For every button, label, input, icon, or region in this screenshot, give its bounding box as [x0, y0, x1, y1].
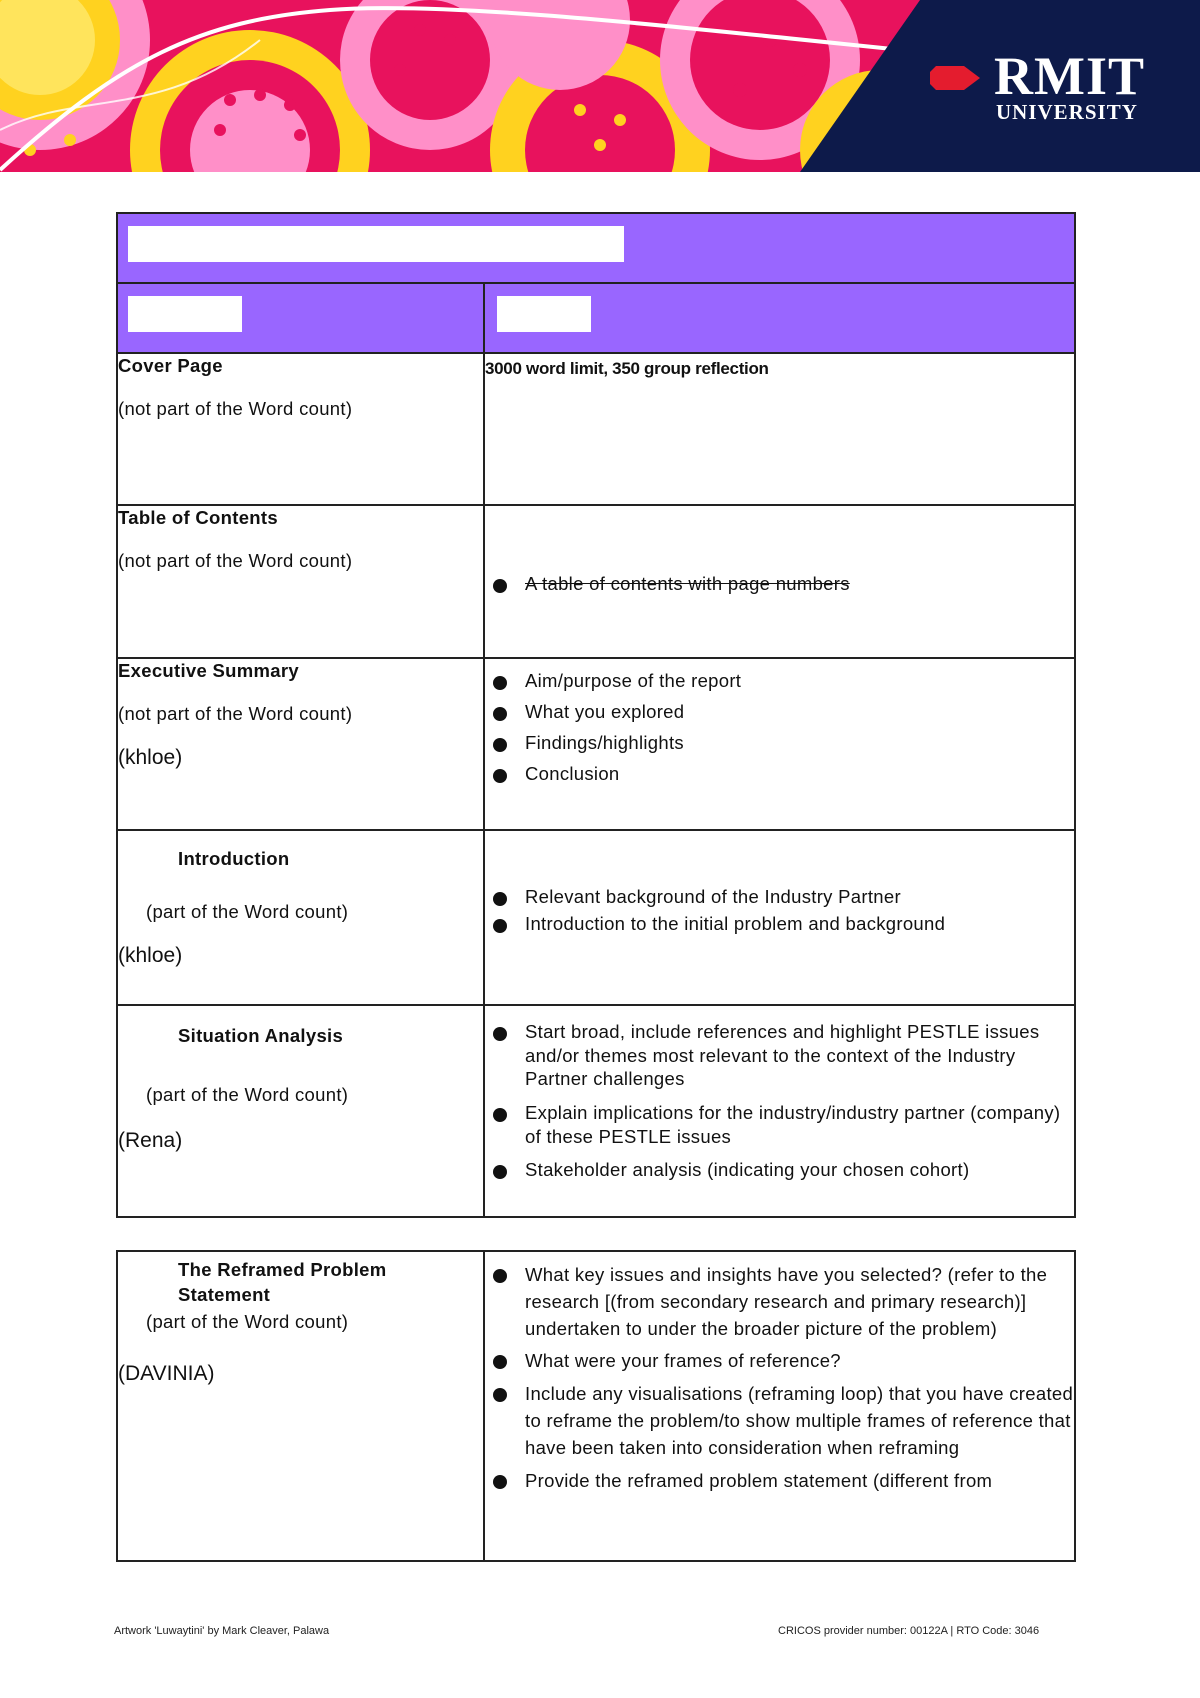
section-label-cell [117, 1005, 484, 1217]
section-title: Table of Contents [118, 507, 278, 528]
section-content-cell [484, 353, 1075, 505]
section-title: Situation Analysis [178, 1025, 344, 1046]
list-item: Conclusion [485, 762, 1074, 786]
table-row [117, 353, 1075, 505]
report-structure-table [116, 212, 1076, 1218]
section-owner: (khloe) [118, 944, 183, 968]
list-item: Aim/purpose of the report [485, 669, 1074, 693]
section-title: Introduction [178, 848, 290, 869]
redacted-header [497, 296, 591, 332]
artwork-credit: Artwork 'Luwaytini' by Mark Cleaver, Palawa [114, 1625, 330, 1637]
table-row [117, 1251, 1075, 1561]
list-item: What were your frames of reference? [485, 1348, 1074, 1375]
word-count-note: (not part of the Word count) [118, 550, 353, 572]
section-content-cell [484, 505, 1075, 658]
list-item: Introduction to the initial problem and background [485, 912, 1074, 936]
section-label-cell [117, 505, 484, 658]
table-row [117, 505, 1075, 658]
section-owner: (Rena) [118, 1129, 183, 1153]
list-item: Provide the reframed problem statement (different from [485, 1468, 1074, 1495]
table-row [117, 1005, 1075, 1217]
section-content-cell [484, 658, 1075, 830]
word-count-note: (not part of the Word count) [118, 398, 353, 420]
section-label-cell [117, 353, 484, 505]
section-title: The Reframed Problem [178, 1259, 387, 1280]
list-item: A table of contents with page numbers [485, 572, 1074, 596]
section-title: Executive Summary [118, 660, 299, 681]
word-count-note: (part of the Word count) [146, 1311, 349, 1333]
section-label-cell [117, 830, 484, 1005]
section-content-cell [484, 1251, 1075, 1561]
rmit-pixel-icon [930, 58, 986, 98]
section-owner: (DAVINIA) [118, 1362, 215, 1386]
list-item: Explain implications for the industry/industry partner (company) of these PESTLE issues [485, 1101, 1074, 1148]
header-banner [0, 0, 1200, 172]
section-title: Cover Page [118, 355, 223, 376]
word-count-note: (not part of the Word count) [118, 703, 353, 725]
table-title-cell [117, 213, 1075, 283]
column-header-section [117, 283, 484, 353]
cricos-info: CRICOS provider number: 00122A | RTO Code: 3046 [778, 1625, 1040, 1637]
list-item: What key issues and insights have you selected? (refer to the research [(from secondary research and primary research)] undertaken to under the broader picture of the problem) [485, 1262, 1074, 1342]
redacted-title [128, 226, 624, 262]
redacted-header [128, 296, 242, 332]
section-label-cell [117, 658, 484, 830]
list-item: Stakeholder analysis (indicating your chosen cohort) [485, 1158, 1074, 1182]
logo-rmit-text: RMIT [994, 46, 1145, 106]
section-content-cell [484, 1005, 1075, 1217]
section-content-cell [484, 830, 1075, 1005]
section-title-line2: Statement [178, 1284, 271, 1306]
list-item: Include any visualisations (reframing loop) that you have created to reframe the problem/to show multiple frames of reference that have been taken into consideration when reframing [485, 1381, 1074, 1461]
table-row [117, 658, 1075, 830]
section-label-cell [117, 1251, 484, 1561]
list-item: What you explored [485, 700, 1074, 724]
column-header-details [484, 283, 1075, 353]
word-count-note: (part of the Word count) [146, 1084, 349, 1106]
report-structure-table-continued [116, 1250, 1076, 1562]
column-header-row [117, 283, 1075, 353]
logo-university-text: UNIVERSITY [996, 100, 1138, 124]
list-item: Findings/highlights [485, 731, 1074, 755]
list-item: Start broad, include references and highlight PESTLE issues and/or themes most relevant to the context of the Industry Partner challenges [485, 1020, 1074, 1091]
table-title-row [117, 213, 1075, 283]
rmit-logo [930, 46, 1170, 130]
section-owner: (khloe) [118, 746, 183, 770]
list-item: Relevant background of the Industry Partner [485, 885, 1074, 909]
word-limit-text: 3000 word limit, 350 group reflection [485, 359, 769, 378]
word-count-note: (part of the Word count) [146, 901, 349, 923]
table-row [117, 830, 1075, 1005]
